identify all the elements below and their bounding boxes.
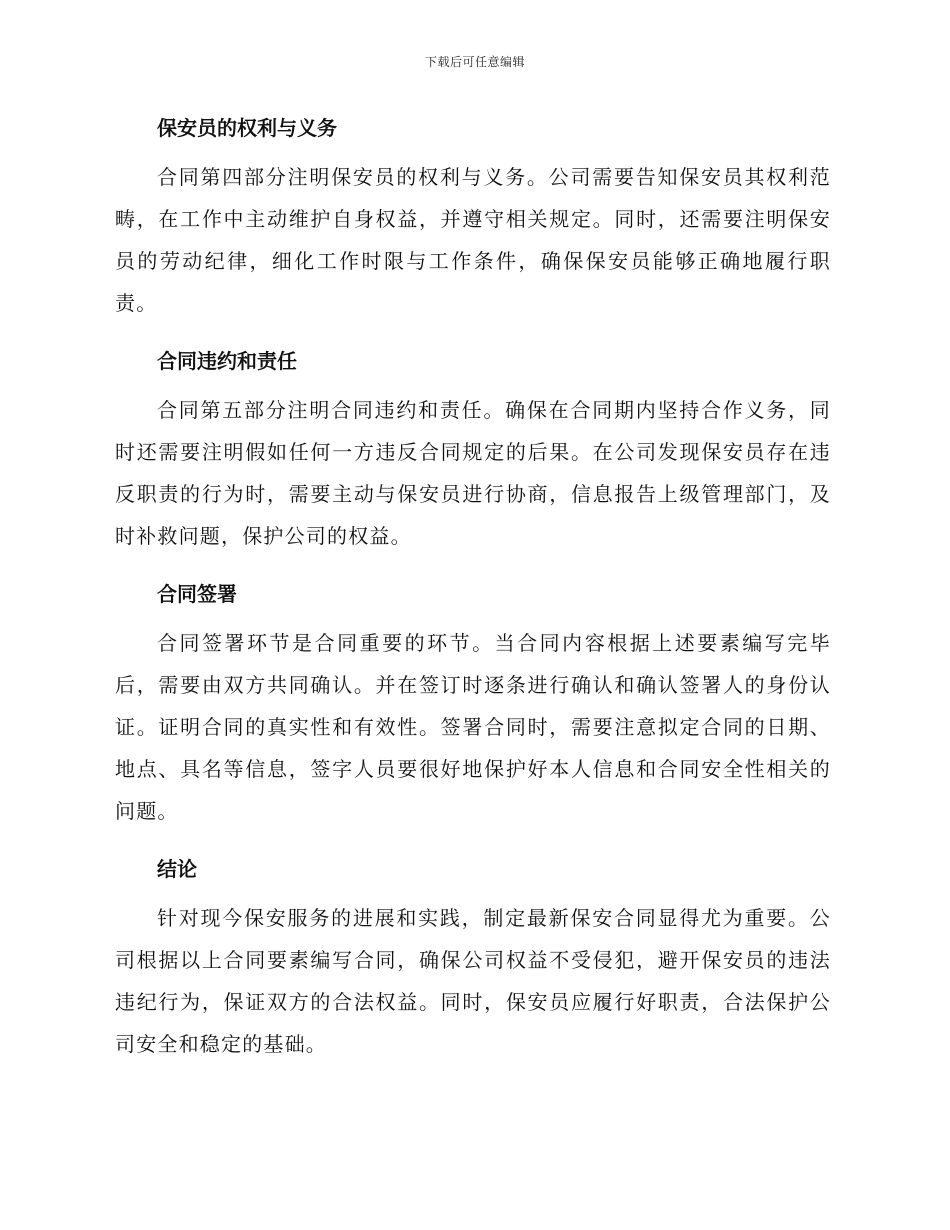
section-rights-obligations: [115, 108, 831, 324]
section-conclusion: [115, 849, 831, 1065]
document-content: [115, 108, 831, 1082]
section-breach-liability: [115, 341, 831, 557]
section-title: 保安员的权利与义务: [157, 116, 337, 140]
page-header-note: 下载后可任意编辑: [424, 55, 525, 69]
section-paragraph: 针对现今保安服务的进展和实践，制定最新保安合同显得尤为重要。公司根据以上合同要素编写合同，确保公司权益不受侵犯，避开保安员的违法违纪行为，保证双方的合法权益。同时，保安员应履行好职责，合法保护公司安全和稳定的基础。: [115, 906, 831, 1056]
section-title: 合同违约和责任: [157, 349, 297, 373]
section-title: 合同签署: [157, 582, 237, 606]
section-paragraph: 合同第五部分注明合同违约和责任。确保在合同期内坚持合作义务，同时还需要注明假如任何一方违反合同规定的后果。在公司发现保安员存在违反职责的行为时，需要主动与保安员进行协商，信息报告上级管理部门，及时补救问题，保护公司的权益。: [115, 398, 831, 548]
section-title: 结论: [157, 857, 197, 881]
section-paragraph: 合同签署环节是合同重要的环节。当合同内容根据上述要素编写完毕后，需要由双方共同确认。并在签订时逐条进行确认和确认签署人的身份认证。证明合同的真实性和有效性。签署合同时，需要注意拟定合同的日期、地点、具名等信息，签字人员要很好地保护好本人信息和合同安全性相关的问题。: [115, 631, 831, 823]
section-paragraph: 合同第四部分注明保安员的权利与义务。公司需要告知保安员其权利范畴，在工作中主动维护自身权益，并遵守相关规定。同时，还需要注明保安员的劳动纪律，细化工作时限与工作条件，确保保安员能够正确地履行职责。: [115, 165, 831, 315]
section-contract-signing: [115, 574, 831, 832]
